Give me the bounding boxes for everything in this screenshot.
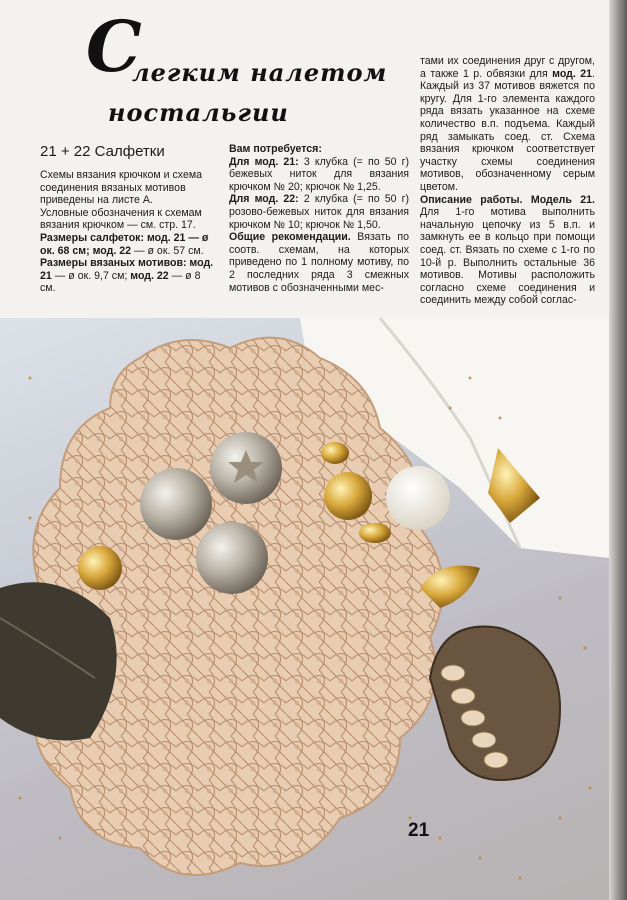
napkin-sizes-mod21: мод. 21 — ø ок. 68 см; — [40, 231, 209, 257]
joining-paragraph — [420, 55, 595, 194]
materials-mod21 — [229, 156, 409, 194]
text-column-1 — [40, 143, 218, 295]
materials-mod22-label: Для мод. 22: — [229, 193, 299, 206]
page-binding-edge — [609, 0, 627, 900]
photo-crochet-doily — [0, 318, 609, 900]
gold-bead — [324, 472, 372, 520]
text-column-2 — [229, 143, 409, 294]
joining-text-a: тами их соединения друг с другом, а также 1 р. обвязки для — [420, 55, 595, 80]
general-recommendations — [229, 231, 409, 294]
materials-mod22-text: 2 клубка (= по 50 г) розово-бежевых ниток для вязания крючком № 10; крючок № 1,50. — [229, 193, 409, 231]
materials-mod22 — [229, 193, 409, 231]
napkin-sizes-label: Размеры салфеток: — [40, 231, 145, 244]
text-column-3 — [420, 55, 595, 307]
section-title: 21 + 22 Салфетки — [40, 143, 165, 160]
general-recommendations-text: Вязать по соотв. схемам, на которых приведено по 1 полному мотиву, по 2 последних ряда 3 смежных мотивов с обозначенными мес- — [229, 231, 409, 294]
motif-sizes-mod22-value: — ø 8 см. — [40, 269, 201, 295]
intro-paragraph: Схемы вязания крючком и схема соединения вязаных мотивов приведены на листе А. — [40, 169, 203, 207]
motif-sizes-mod21-label: мод. 21 — [40, 257, 214, 282]
general-recommendations-label: Общие рекомендации. — [229, 231, 351, 244]
title-line-2: ностальгии — [108, 98, 289, 127]
photo-illustration — [0, 318, 609, 900]
napkin-sizes-mod22-value: — ø ок. 57 см. — [131, 244, 204, 257]
motif-sizes — [40, 257, 218, 295]
motif-sizes-label: Размеры вязаных мотивов: — [40, 257, 187, 270]
joining-mod21: мод. 21 — [552, 67, 593, 80]
sun-brooch — [78, 546, 122, 590]
materials-mod21-label: Для мод. 21: — [229, 155, 299, 168]
napkin-sizes-mod22-label: мод. 22 — [92, 244, 132, 257]
materials-heading: Вам потребуется: — [229, 143, 322, 155]
silver-bauble-sun — [140, 468, 212, 540]
motif-sizes-mod22-label: мод. 22 — [130, 269, 169, 282]
title-line-1: легким налетом — [132, 58, 388, 87]
silver-bauble-moon — [196, 522, 268, 594]
motif-sizes-mod21-value: — ø ок. 9,7 см; — [51, 269, 131, 282]
page-number: 21 — [408, 820, 430, 841]
pearl-sphere — [386, 466, 450, 530]
joining-text-b: . Каждый из 37 мотивов вяжется по кругу. Для 1-го элемента каждого ряда вязать указанное на схеме количество в.п. подъема. Каждый ряд замыкать соед. ст. Схема вязания крючком соответствует участку схемы соединения мотивов, обозначенному серым цветом. — [420, 67, 595, 193]
napkin-sizes — [40, 232, 218, 257]
title-initial-letter: С — [86, 5, 142, 88]
legend-note: Условные обозначения к схемам вязания крючком — см. стр. 17. — [40, 206, 202, 232]
work-description — [420, 194, 595, 307]
materials-mod21-text: 3 клубка (= по 50 г) бежевых ниток для вязания крючком № 20; крючок № 1,25. — [229, 155, 409, 193]
work-description-label: Описание работы. Модель 21. — [420, 193, 595, 206]
article-title — [86, 5, 406, 128]
work-description-text: Для 1-го мотива выполнить начальную цепочку из 5 в.п. и замкнуть ее в кольцо при помощи соед. ст. Вязать по схеме с 1-го по 10-й р. Выполнить остальные 36 мотивов. Мотивы расположить согласно схеме соединения и соединить между собой соглас- — [420, 206, 595, 307]
